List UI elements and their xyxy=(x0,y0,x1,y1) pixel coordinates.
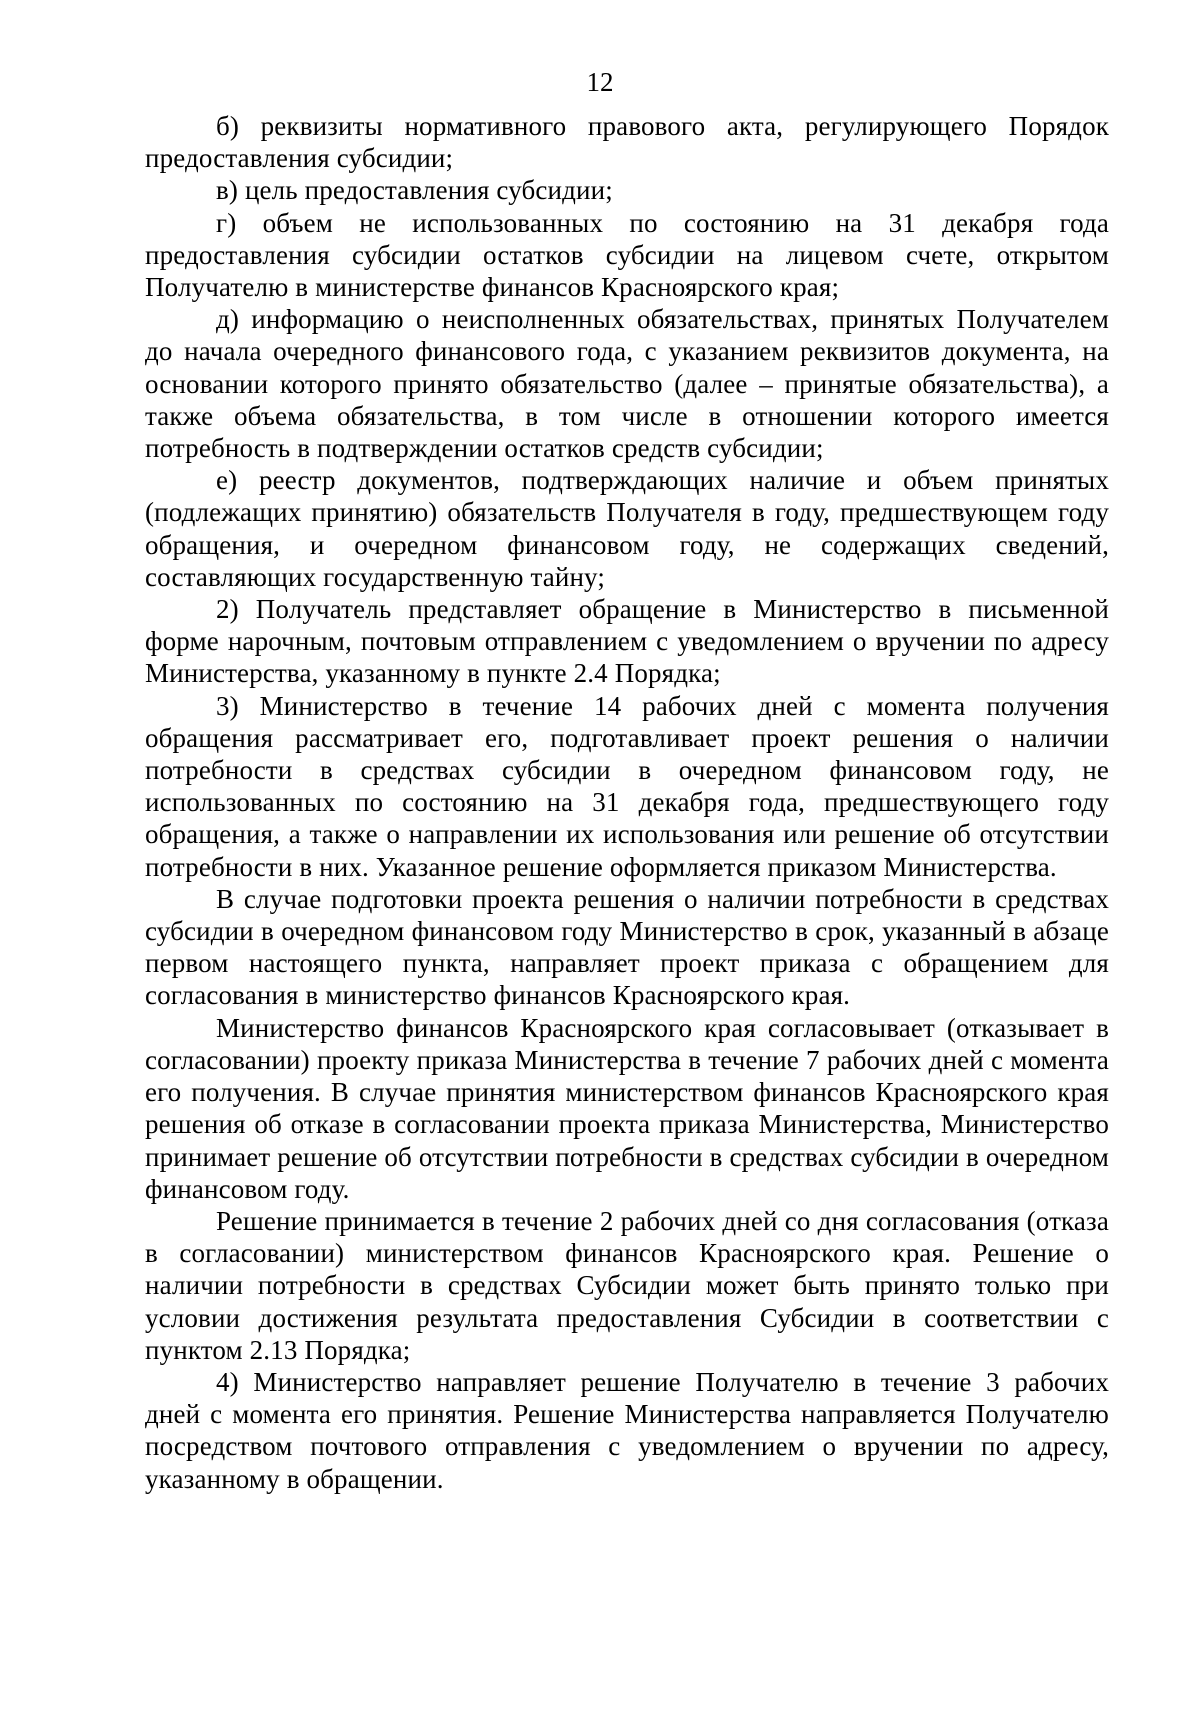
paragraph-draft-approval: В случае подготовки проекта решения о наличии потребности в средствах субсидии в очередном финансовом году Министерство в срок, указанный в абзаце первом настоящего пункта, направляет проект приказа с обращением для согласования в министерство финансов Красноярского края. xyxy=(145,883,1109,1011)
paragraph-4-notification: 4) Министерство направляет решение Получателю в течение 3 рабочих дней с момента его принятия. Решение Министерства направляется Получателю посредством почтового отправления с уведомлением о вручении по адресу, указанному в обращении. xyxy=(145,1366,1109,1494)
paragraph-g-unused-balance: г) объем не использованных по состоянию на 31 декабря года предоставления субсидии остатков субсидии на лицевом счете, открытом Получателю в министерстве финансов Красноярского края; xyxy=(145,207,1109,303)
paragraph-3-review: 3) Министерство в течение 14 рабочих дней с момента получения обращения рассматривает его, подготавливает проект решения о наличии потребности в средствах субсидии в очередном финансовом году, не использованных по состоянию на 31 декабря года, предшествующего году обращения, а также о направлении их использования или решение об отсутствии потребности в них. Указанное решение оформляется приказом Министерства. xyxy=(145,690,1109,882)
paragraph-decision-timing: Решение принимается в течение 2 рабочих дней со дня согласования (отказа в согласовании) министерством финансов Красноярского края. Решение о наличии потребности в средствах Субсидии может быть принято только при условии достижения результата предоставления Субсидии в соответствии с пунктом 2.13 Порядка; xyxy=(145,1205,1109,1365)
paragraph-2-submission: 2) Получатель представляет обращение в Министерство в письменной форме нарочным, почтовым отправлением с уведомлением о вручении по адресу Министерства, указанному в пункте 2.4 Порядка; xyxy=(145,594,1109,689)
paragraph-d-unfulfilled-obligations: д) информацию о неисполненных обязательствах, принятых Получателем до начала очередного финансового года, с указанием реквизитов документа, на основании которого принято обязательство (далее – принятые обязательства), а также объема обязательства, в том числе в отношении которого имеется потребность в подтверждении остатков средств субсидии; xyxy=(145,304,1109,464)
document-body xyxy=(145,110,1109,1495)
paragraph-b-regulatory-act: б) реквизиты нормативного правового акта, регулирующего Порядок предоставления субсидии; xyxy=(145,111,1109,174)
paragraph-v-purpose: в) цель предоставления субсидии; xyxy=(216,175,613,206)
page-number: 12 xyxy=(586,67,614,97)
paragraph-e-registry-of-documents: е) реестр документов, подтверждающих наличие и объем принятых (подлежащих принятию) обязательств Получателя в году, предшествующем году обращения, и очередном финансовом году, не содержащих сведений, составляющих государственную тайну; xyxy=(145,465,1109,592)
paragraph-finance-ministry-approval: Министерство финансов Красноярского края согласовывает (отказывает в согласовании) проекту приказа Министерства в течение 7 рабочих дней с момента его получения. В случае принятия министерством финансов Красноярского края решения об отказе в согласовании проекта приказа Министерства, Министерство принимает решение об отсутствии потребности в средствах субсидии в очередном финансовом году. xyxy=(145,1012,1109,1204)
